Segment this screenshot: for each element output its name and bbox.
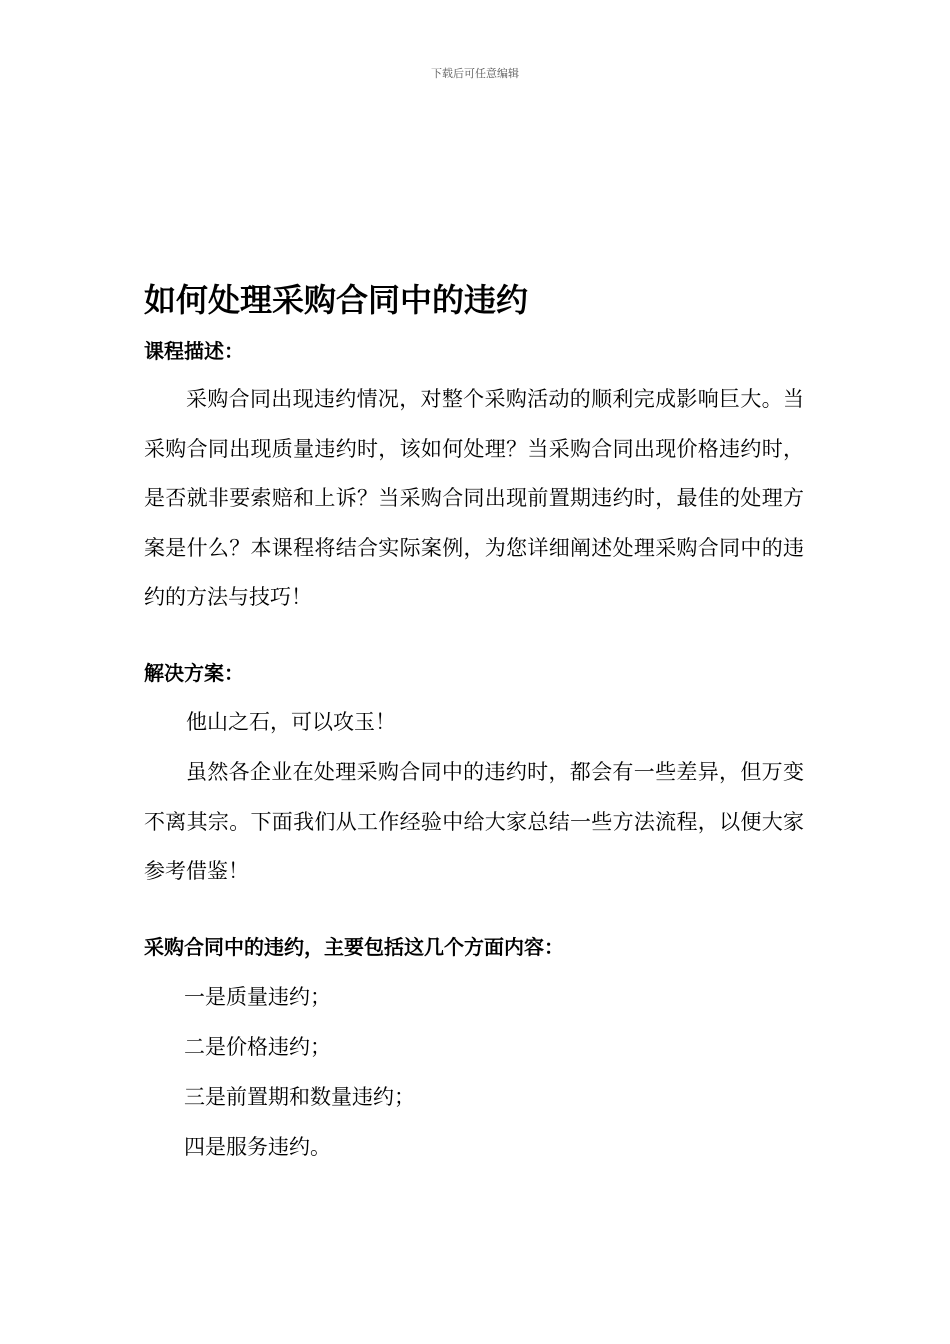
solution-paragraph: 虽然各企业在处理采购合同中的违约时，都会有一些差异，但万变不离其宗。下面我们从工作经验中给大家总结一些方法流程，以便大家参考借鉴！ xyxy=(144,760,804,883)
document-title: 如何处理采购合同中的违约 xyxy=(144,281,529,319)
breach-item-quality: 一是质量违约； xyxy=(184,985,331,1009)
course-description-heading: 课程描述： xyxy=(144,339,244,363)
breach-item-price: 二是价格违约； xyxy=(184,1035,331,1059)
solution-heading: 解决方案： xyxy=(144,661,244,685)
breach-item-service: 四是服务违约。 xyxy=(184,1135,331,1159)
solution-intro-line: 他山之石，可以攻玉！ xyxy=(186,710,396,734)
breach-types-heading: 采购合同中的违约，主要包括这几个方面内容： xyxy=(144,935,564,959)
course-description-paragraph: 采购合同出现违约情况，对整个采购活动的顺利完成影响巨大。当采购合同出现质量违约时，该如何处理？当采购合同出现价格违约时，是否就非要索赔和上诉？当采购合同出现前置期违约时，最佳的处理方案是什么？本课程将结合实际案例，为您详细阐述处理采购合同中的违约的方法与技巧！ xyxy=(144,387,804,609)
breach-item-leadtime-quantity: 三是前置期和数量违约； xyxy=(184,1085,415,1109)
page-header-note: 下载后可任意编辑 xyxy=(431,67,519,80)
